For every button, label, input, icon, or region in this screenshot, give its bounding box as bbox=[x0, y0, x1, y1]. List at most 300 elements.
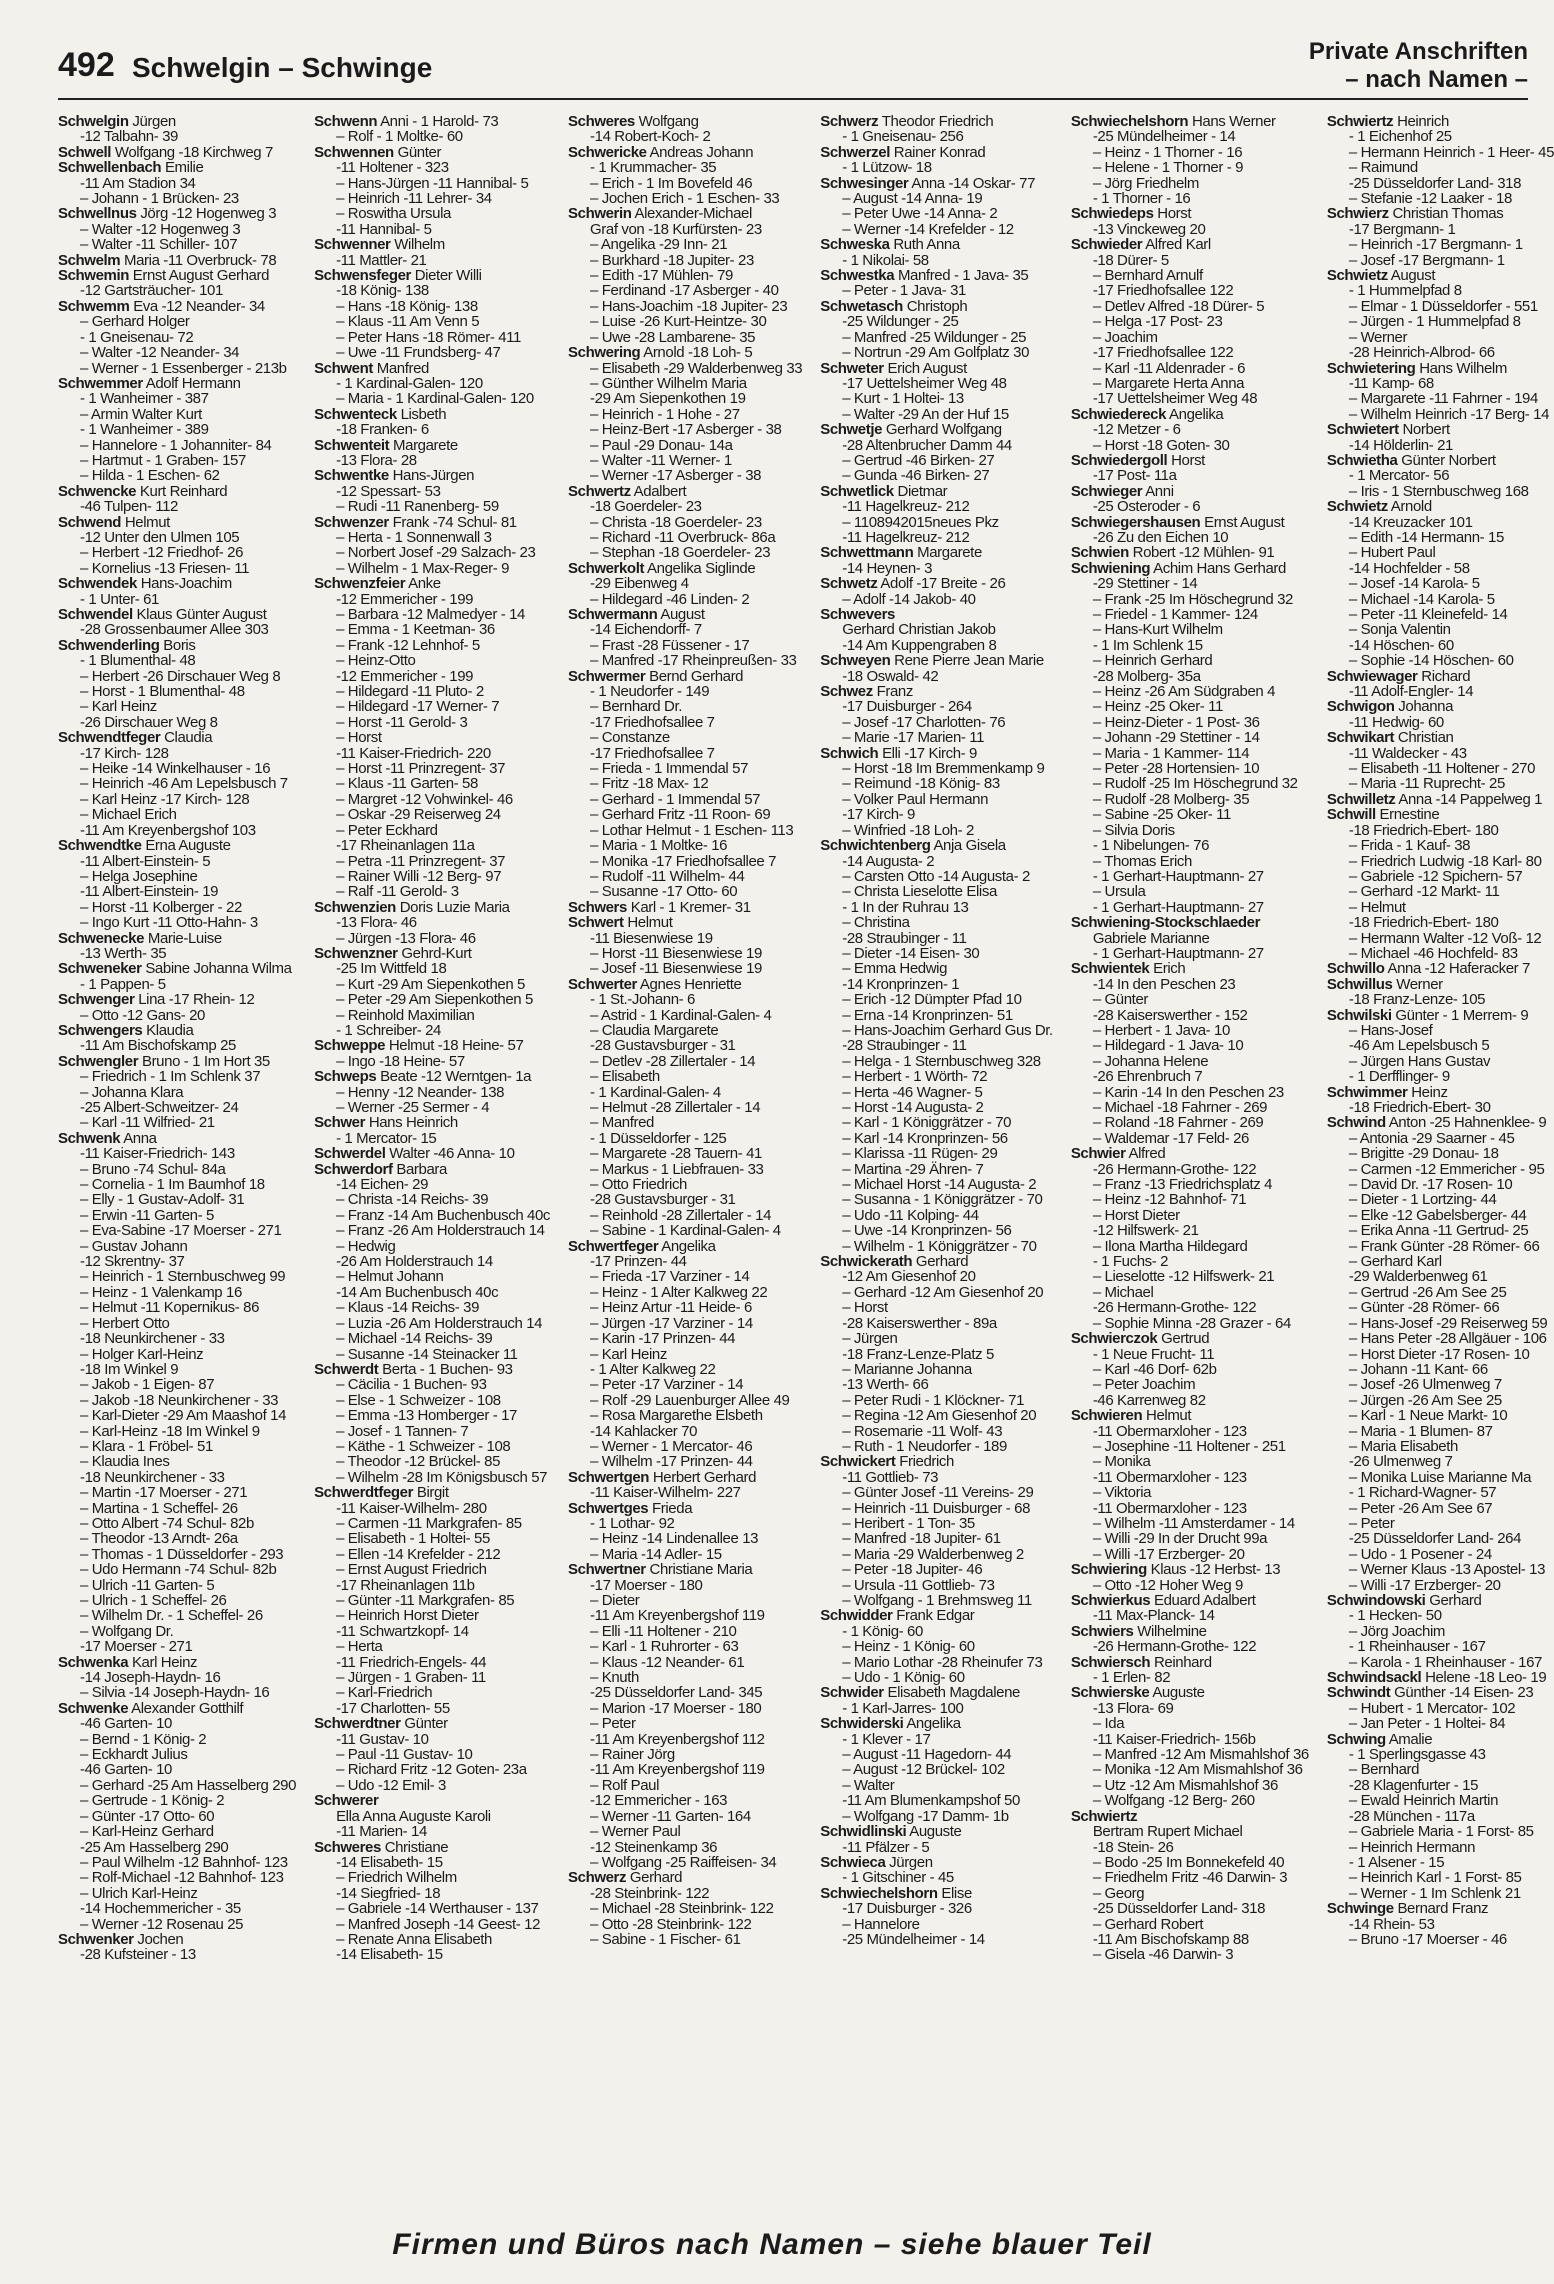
surname: Schwiening bbox=[1070, 559, 1151, 577]
surname: Schwerdtfeger bbox=[314, 1484, 414, 1502]
surname: Schwendtfeger bbox=[58, 729, 161, 747]
entry-line: – Udo -11 Kolping- 44 bbox=[842, 1206, 979, 1224]
entry-line: – Richard -11 Overbruck- 86a bbox=[590, 528, 776, 546]
entry-line: – Heinrich -17 Bergmann- 1 bbox=[1348, 236, 1523, 254]
surname: Schwenker bbox=[58, 1930, 134, 1948]
entry-line: – Maria -29 Walderbenweg 2 bbox=[842, 1545, 1024, 1563]
entry-line: -17 Kirch- 9 bbox=[842, 806, 915, 824]
entry-line: -12 Emmericher - 163 bbox=[590, 1792, 728, 1810]
entry-line: -11 Hagelkreuz- 212 bbox=[842, 498, 970, 516]
entry-line: – Friedrich Ludwig -18 Karl- 80 bbox=[1348, 852, 1542, 870]
entry-line: – Wilhelm Heinrich -17 Berg- 14 bbox=[1348, 405, 1550, 423]
entry-line: – Monika -12 Am Mismahlshof 36 bbox=[1092, 1761, 1303, 1779]
entry-details: Marie-Luise bbox=[147, 929, 222, 947]
entry-line: – Karl Heinz bbox=[80, 698, 157, 716]
entry-line: – Wilhelm -28 Im Königsbusch 57 bbox=[336, 1468, 548, 1486]
surname: Schwell bbox=[58, 143, 112, 161]
surname-entry bbox=[1327, 1115, 1554, 1130]
entry-line: – Heinrich - 1 Sternbuschweg 99 bbox=[80, 1268, 286, 1286]
entry-line: -11 Kaiser-Friedrich- 143 bbox=[80, 1145, 235, 1163]
entry-line: – Frank Günter -28 Römer- 66 bbox=[1348, 1237, 1540, 1255]
entry-line: – Horst bbox=[336, 729, 382, 747]
surname-entry bbox=[1327, 361, 1554, 376]
entry-line: – Otto -12 Hoher Weg 9 bbox=[1092, 1576, 1243, 1594]
entry-details: Angelika bbox=[1169, 405, 1224, 423]
entry-line: – Wolfgang - 1 Brehmsweg 11 bbox=[842, 1592, 1032, 1609]
entry-line: - 1 Nikolai- 58 bbox=[842, 251, 929, 269]
surname: Schwier bbox=[1070, 1145, 1126, 1163]
surname-entry bbox=[568, 669, 802, 684]
surname-entry bbox=[58, 1701, 296, 1716]
entry-line: – Margarete -28 Tauern- 41 bbox=[590, 1145, 762, 1163]
entry-line: – Elisabeth -29 Walderbenweg 33 bbox=[590, 359, 803, 377]
surname-entry bbox=[1327, 1593, 1554, 1608]
entry-details: Klaus Günter August bbox=[136, 606, 267, 623]
surname: Schwindt bbox=[1326, 1684, 1391, 1702]
entry-line: – Hildegard -11 Pluto- 2 bbox=[336, 683, 484, 701]
entry-details: Bernd Gerhard bbox=[649, 667, 744, 685]
surname-entry bbox=[1071, 1408, 1309, 1423]
entry-line: – Barbara -12 Malmedyer - 14 bbox=[336, 606, 525, 623]
entry-line: -11 Am Bischofskamp 88 bbox=[1092, 1930, 1249, 1948]
entry-line: -11 Hagelkreuz- 212 bbox=[842, 528, 970, 546]
entry-line: -17 Bergmann- 1 bbox=[1348, 220, 1456, 238]
entry-line: – Karl-Heinz -18 Im Winkel 9 bbox=[80, 1422, 260, 1440]
entry-line: – Horst -11 Kolberger - 22 bbox=[80, 898, 242, 916]
surname-entry bbox=[820, 484, 1053, 499]
entry-line: – Heinz -26 Am Südgraben 4 bbox=[1092, 683, 1276, 701]
entry-details: Alfred Karl bbox=[1145, 236, 1211, 254]
entry-line: – Elisabeth - 1 Holtei- 55 bbox=[336, 1530, 490, 1548]
entry-line: – Marianne Johanna bbox=[842, 1360, 972, 1378]
surname-entry bbox=[820, 684, 1053, 699]
surname: Schwendek bbox=[58, 575, 137, 593]
entry-line: -11 Kaiser-Wilhelm- 280 bbox=[336, 1499, 487, 1517]
entry-details: Helmut bbox=[627, 914, 673, 932]
surname-entry bbox=[1071, 515, 1309, 530]
entry-line: -11 Obermarxloher - 123 bbox=[1092, 1468, 1247, 1486]
entry-details: Erich bbox=[1153, 960, 1186, 978]
entry-line: – Karl - 1 Königgrätzer - 70 bbox=[842, 1114, 1012, 1132]
surname-entry bbox=[1327, 699, 1554, 714]
surname-entry bbox=[568, 114, 802, 129]
entry-line: - 1 Neudorfer - 149 bbox=[590, 683, 710, 701]
entry-line: – Peter -11 Kleinefeld- 14 bbox=[1348, 606, 1508, 623]
entry-line: – Carmen -11 Markgrafen- 85 bbox=[336, 1514, 522, 1532]
surname: Schwiedergoll bbox=[1070, 451, 1168, 469]
surname-entry bbox=[58, 931, 296, 946]
entry-line: – Rosa Margarethe Elsbeth bbox=[590, 1407, 763, 1425]
entry-line: – Heinz-Dieter - 1 Post- 36 bbox=[1092, 713, 1260, 731]
entry-line: - 1 Thorner - 16 bbox=[1092, 190, 1191, 208]
entry-line: -17 Duisburger - 264 bbox=[842, 698, 972, 716]
entry-line: - 1 Düsseldorfer - 125 bbox=[590, 1129, 727, 1147]
entry-line: -25 Am Hasselberg 290 bbox=[80, 1838, 229, 1856]
entry-details: Lisbeth bbox=[400, 405, 447, 423]
entry-line: - 1 Mercator- 56 bbox=[1348, 467, 1450, 485]
surname: Schwing bbox=[1326, 1730, 1386, 1748]
entry-line: – Hans-Kurt Wilhelm bbox=[1092, 621, 1223, 639]
surname: Schwerdtner bbox=[314, 1715, 401, 1733]
entry-line: – David Dr. -17 Rosen- 10 bbox=[1348, 1176, 1513, 1194]
entry-details: Alexander Gotthilf bbox=[131, 1699, 244, 1717]
surname-entry bbox=[820, 361, 1053, 376]
entry-line: – Antonia -29 Saarner - 45 bbox=[1348, 1129, 1515, 1147]
entry-line: – Christa -14 Reichs- 39 bbox=[336, 1191, 489, 1209]
entry-line: – Herbert - 1 Wörth- 72 bbox=[842, 1068, 988, 1086]
surname: Schwenteit bbox=[314, 436, 390, 454]
entry-line: - 1 Pappen- 5 bbox=[80, 975, 166, 993]
surname-entry bbox=[568, 561, 802, 576]
entry-line: - 1 Wanheimer - 389 bbox=[80, 421, 209, 439]
surname-entry bbox=[820, 1454, 1053, 1469]
entry-line: – Otto -28 Steinbrink- 122 bbox=[590, 1915, 752, 1933]
surname-entry bbox=[314, 946, 550, 961]
surname-entry bbox=[1071, 1685, 1309, 1700]
entry-line: – Waldemar -17 Feld- 26 bbox=[1092, 1129, 1249, 1147]
entry-line: – Thomas - 1 Düsseldorfer - 293 bbox=[80, 1545, 284, 1563]
directory-column-6 bbox=[1327, 114, 1554, 2209]
entry-line: - 1 Kardinal-Galen- 120 bbox=[336, 374, 483, 392]
entry-line: – Klarissa -11 Rügen- 29 bbox=[842, 1145, 998, 1163]
entry-line: – Klaus -14 Reichs- 39 bbox=[336, 1299, 480, 1317]
entry-line: – Ulrich Karl-Heinz bbox=[80, 1884, 198, 1902]
entry-details: Anna bbox=[123, 1129, 157, 1147]
entry-details: Dietmar bbox=[897, 482, 948, 500]
entry-line: – Manfred bbox=[590, 1114, 654, 1132]
entry-details: Gertrud bbox=[1161, 1330, 1210, 1348]
surname-entry bbox=[820, 746, 1053, 761]
entry-details: Sabine Johanna Wilma bbox=[145, 960, 292, 978]
surname: Schwermann bbox=[568, 606, 658, 623]
surname: Schwestka bbox=[820, 267, 895, 285]
surname-entry bbox=[820, 1716, 1053, 1731]
entry-line: – Georg bbox=[1092, 1884, 1145, 1902]
entry-line: -17 Post- 11a bbox=[1092, 467, 1177, 485]
entry-line: -25 Albert-Schweitzer- 24 bbox=[80, 1099, 239, 1116]
surname-entry bbox=[58, 961, 296, 976]
entry-line: – Mario Lothar -28 Rheinufer 73 bbox=[842, 1653, 1043, 1671]
entry-line: – Rolf Paul bbox=[590, 1776, 660, 1794]
entry-line: – Herbert - 1 Java- 10 bbox=[1092, 1021, 1230, 1039]
entry-line: – Josef -11 Biesenwiese 19 bbox=[590, 960, 762, 978]
surname: Schwiening-Stockschlaeder bbox=[1070, 914, 1261, 932]
entry-line: – Werner -14 Krefelder - 12 bbox=[842, 220, 1014, 238]
entry-details: Werner bbox=[1396, 975, 1443, 993]
entry-line: – Carmen -12 Emmericher - 95 bbox=[1348, 1160, 1545, 1178]
entry-line: – Renate Anna Elisabeth bbox=[336, 1930, 492, 1948]
entry-line: – Sabine -25 Oker- 11 bbox=[1092, 806, 1231, 824]
surname: Schwengers bbox=[58, 1021, 143, 1039]
entry-line: – Franz -13 Friedrichsplatz 4 bbox=[1092, 1176, 1273, 1194]
entry-line: – Otto Friedrich bbox=[590, 1176, 687, 1194]
entry-line: – Jürgen Hans Gustav bbox=[1348, 1052, 1491, 1070]
entry-line: – Werner - 1 Im Schlenk 21 bbox=[1348, 1884, 1521, 1902]
entry-line: - 1 Gneisenau- 256 bbox=[842, 128, 964, 146]
entry-line: – Maria - 1 Blumen- 87 bbox=[1348, 1422, 1493, 1440]
entry-details: Günter - 1 Merrem- 9 bbox=[1395, 1006, 1529, 1024]
entry-line: – Margarete Herta Anna bbox=[1092, 374, 1245, 392]
entry-details: Heinrich bbox=[1397, 113, 1449, 130]
entry-line: -26 Dirschauer Weg 8 bbox=[80, 713, 218, 731]
entry-line: – Josef -14 Karola- 5 bbox=[1348, 575, 1480, 593]
entry-line: – Martina - 1 Scheffel- 26 bbox=[80, 1499, 238, 1517]
entry-line: - 1 Blumenthal- 48 bbox=[80, 652, 196, 670]
entry-line: -25 Düsseldorfer Land- 318 bbox=[1092, 1900, 1266, 1918]
entry-line: -28 Straubinger - 11 bbox=[842, 929, 967, 947]
entry-line: – Dieter - 1 Lortzing- 44 bbox=[1348, 1191, 1497, 1209]
surname-entry bbox=[568, 484, 802, 499]
entry-line: – August -11 Hagedorn- 44 bbox=[842, 1746, 1012, 1764]
entry-line: – Constanze bbox=[590, 729, 670, 747]
entry-line: – Richard Fritz -12 Goten- 23a bbox=[336, 1761, 527, 1779]
entry-line: – Heinrich -11 Lehrer- 34 bbox=[336, 190, 492, 208]
entry-line: -14 Hochemmericher - 35 bbox=[80, 1900, 241, 1918]
entry-line: – Nortrun -29 Am Golfplatz 30 bbox=[842, 344, 1030, 362]
surname-entry bbox=[1327, 1670, 1554, 1685]
surname-entry bbox=[820, 838, 1053, 853]
surname-entry bbox=[314, 1115, 550, 1130]
entry-line: – Elmar - 1 Düsseldorfer - 551 bbox=[1348, 297, 1538, 315]
entry-line: - 1 Sperlingsgasse 43 bbox=[1348, 1746, 1486, 1764]
entry-line: -17 Uettelsheimer Weg 48 bbox=[1092, 390, 1258, 408]
entry-line: – Lothar Helmut - 1 Eschen- 113 bbox=[590, 821, 794, 839]
surname-entry bbox=[58, 1655, 296, 1670]
directory-column-3 bbox=[568, 114, 802, 2209]
directory-column-2 bbox=[314, 114, 550, 2209]
entry-line: - 1 Mercator- 15 bbox=[336, 1129, 437, 1147]
entry-line: -18 Neunkirchener - 33 bbox=[80, 1330, 225, 1348]
entry-line: – Herta - 1 Sonnenwall 3 bbox=[336, 528, 492, 546]
entry-line: – Otto -12 Gans- 20 bbox=[80, 1006, 205, 1024]
entry-details: Margarete bbox=[917, 544, 982, 562]
entry-line: – Herbert -26 Dirschauer Weg 8 bbox=[80, 667, 281, 685]
footer-note: Firmen und Büros nach Namen – siehe blauer Teil bbox=[392, 2228, 1152, 2261]
surname-entry bbox=[820, 237, 1053, 252]
entry-line: -11 Am Blumenkampshof 50 bbox=[842, 1792, 1020, 1810]
entry-line: – Jürgen -17 Varziner - 14 bbox=[590, 1314, 753, 1332]
surname: Schwettmann bbox=[820, 544, 914, 562]
entry-line: – Karl -14 Kronprinzen- 56 bbox=[842, 1129, 1008, 1147]
entry-line: – Josef -17 Charlotten- 76 bbox=[842, 713, 1006, 731]
surname-entry bbox=[58, 160, 296, 175]
entry-line: – Friedhelm Fritz -46 Darwin- 3 bbox=[1092, 1869, 1288, 1887]
entry-line: -11 Am Bischofskamp 25 bbox=[80, 1037, 236, 1055]
surname: Schwiechelshorn bbox=[820, 1884, 938, 1902]
entry-line: -12 Spessart- 53 bbox=[336, 482, 441, 500]
surname-entry bbox=[58, 253, 296, 268]
surname-entry bbox=[314, 407, 550, 422]
entry-line: – Regina -12 Am Giesenhof 20 bbox=[842, 1407, 1037, 1425]
entry-details: Eva -12 Neander- 34 bbox=[133, 297, 265, 315]
entry-line: – Burkhard -18 Jupiter- 23 bbox=[590, 251, 754, 269]
entry-line: – Monika bbox=[1092, 1453, 1151, 1471]
entry-details: Heinz bbox=[1411, 1083, 1448, 1101]
entry-line: – Theodor -12 Brückel- 85 bbox=[336, 1453, 501, 1471]
entry-line: – Ilona Martha Hildegard bbox=[1092, 1237, 1248, 1255]
entry-details: Gerhard bbox=[629, 1869, 683, 1887]
entry-line: – Josef -17 Bergmann- 1 bbox=[1348, 251, 1505, 269]
entry-line: – Raimund bbox=[1348, 159, 1418, 177]
entry-line: – Gisela -46 Darwin- 3 bbox=[1092, 1946, 1234, 1964]
entry-line: -25 Düsseldorfer Land- 345 bbox=[590, 1684, 763, 1702]
entry-line: – Manfred -12 Am Mismahlshof 36 bbox=[1092, 1746, 1309, 1764]
entry-line: – Hubert - 1 Mercator- 102 bbox=[1348, 1699, 1516, 1717]
entry-details: Hans-Joachim bbox=[140, 575, 232, 593]
entry-details: Walter -46 Anna- 10 bbox=[389, 1145, 515, 1163]
entry-line: – Carsten Otto -14 Augusta- 2 bbox=[842, 867, 1030, 885]
entry-line: – Werner - 1 Mercator- 46 bbox=[590, 1437, 753, 1455]
entry-details: Anke bbox=[408, 575, 441, 593]
entry-line: Graf von -18 Kurfürsten- 23 bbox=[590, 220, 762, 238]
entry-line: Bertram Rupert Michael bbox=[1092, 1823, 1243, 1841]
entry-details: Günter bbox=[397, 143, 442, 161]
surname: Schwill bbox=[1326, 806, 1376, 824]
entry-line: – Dieter -14 Eisen- 30 bbox=[842, 944, 980, 962]
entry-line: – Friedel - 1 Kammer- 124 bbox=[1092, 606, 1258, 623]
entry-line: – Helga - 1 Sternbuschweg 328 bbox=[842, 1052, 1041, 1070]
entry-line: – Oskar -29 Reiserweg 24 bbox=[336, 806, 501, 824]
entry-line: - 1 In der Ruhrau 13 bbox=[842, 898, 969, 916]
surname-entry bbox=[314, 268, 550, 283]
entry-line: – Gerhard Holger bbox=[80, 313, 190, 331]
entry-line: -11 Am Stadion 34 bbox=[80, 174, 196, 192]
entry-line: -17 Prinzen- 44 bbox=[590, 1253, 687, 1271]
entry-line: – Elisabeth bbox=[590, 1068, 660, 1086]
surname: Schwiersch bbox=[1070, 1653, 1151, 1671]
surname-entry bbox=[1071, 1809, 1309, 1824]
entry-line: – Rudolf -11 Wilhelm- 44 bbox=[590, 867, 745, 885]
entry-line: – Walter -11 Schiller- 107 bbox=[80, 236, 238, 254]
entry-details: Elisabeth Magdalene bbox=[887, 1684, 1020, 1702]
section-title-line-2: – nach Namen – bbox=[1345, 66, 1528, 93]
entry-details: Bernard Franz bbox=[1397, 1900, 1489, 1918]
entry-details: Birgit bbox=[416, 1484, 449, 1502]
entry-line: – Horst -11 Biesenwiese 19 bbox=[590, 944, 762, 962]
surname: Schweter bbox=[820, 359, 884, 377]
entry-line: – Maria -11 Ruprecht- 25 bbox=[1348, 775, 1505, 793]
entry-details: Angelika bbox=[661, 1237, 716, 1255]
surname: Schwich bbox=[820, 744, 879, 762]
entry-line: – Peter -28 Hortensien- 10 bbox=[1092, 760, 1260, 778]
entry-line: - 1 Unter- 61 bbox=[80, 590, 159, 608]
entry-details: Hans-Jürgen bbox=[392, 467, 475, 485]
entry-line: – Detlev Alfred -18 Dürer- 5 bbox=[1092, 297, 1265, 315]
entry-details: Dieter Willi bbox=[414, 267, 482, 285]
entry-line: -26 Zu den Eichen 10 bbox=[1092, 528, 1229, 546]
entry-line: – Dieter bbox=[590, 1592, 640, 1609]
entry-line: -11 Pfälzer - 5 bbox=[842, 1838, 930, 1856]
entry-line: -13 Flora- 28 bbox=[336, 451, 417, 469]
entry-line: – Franz -26 Am Holderstrauch 14 bbox=[336, 1222, 545, 1240]
entry-line: – Hildegard -46 Linden- 2 bbox=[590, 590, 750, 608]
entry-line: – Peter bbox=[1348, 1514, 1395, 1532]
entry-line: – Helmut bbox=[1348, 898, 1406, 916]
surname: Schwiertz bbox=[1070, 1807, 1138, 1825]
entry-line: – Rolf -29 Lauenburger Allee 49 bbox=[590, 1391, 790, 1409]
entry-line: – Hildegard - 1 Java- 10 bbox=[1092, 1037, 1244, 1055]
surname: Schwerzel bbox=[820, 143, 890, 161]
surname: Schwickerath bbox=[820, 1253, 913, 1271]
entry-line: -28 Straubinger - 11 bbox=[842, 1037, 967, 1055]
entry-details: Anton -25 Hahnenklee- 9 bbox=[1388, 1114, 1547, 1132]
entry-line: – Utz -12 Am Mismahlshof 36 bbox=[1092, 1776, 1278, 1794]
entry-line: – Hubert Paul bbox=[1348, 544, 1436, 562]
entry-line: -11 Gustav- 10 bbox=[336, 1730, 429, 1748]
surname: Schwenecke bbox=[58, 929, 145, 947]
surname-entry bbox=[314, 145, 550, 160]
entry-line: – Holger Karl-Heinz bbox=[80, 1345, 204, 1363]
entry-line: – Peter -29 Am Siepenkothen 5 bbox=[336, 991, 533, 1009]
entry-line: – Gerhard -12 Am Giesenhof 20 bbox=[842, 1283, 1044, 1301]
entry-details: Barbara bbox=[396, 1160, 447, 1178]
entry-line: – Jakob - 1 Eigen- 87 bbox=[80, 1376, 215, 1394]
entry-line: -28 Kufsteiner - 13 bbox=[80, 1946, 196, 1964]
entry-details: Gerhard bbox=[915, 1253, 969, 1271]
entry-line: – Karl - 1 Ruhrorter - 63 bbox=[590, 1638, 739, 1656]
entry-line: -13 Werth- 66 bbox=[842, 1376, 929, 1394]
entry-line: – Erika Anna -11 Gertrud- 25 bbox=[1348, 1222, 1529, 1240]
entry-line: -17 Friedhofsallee 122 bbox=[1092, 282, 1234, 300]
surname: Schwetasch bbox=[820, 297, 903, 315]
entry-line: – Günter -17 Otto- 60 bbox=[80, 1807, 215, 1825]
surname: Schwemin bbox=[58, 267, 129, 285]
surname: Schwiers bbox=[1070, 1622, 1134, 1640]
entry-line: – Heinz - 1 König- 60 bbox=[842, 1638, 975, 1656]
entry-details: Norbert bbox=[1402, 421, 1450, 439]
surname: Schwers bbox=[568, 898, 627, 916]
entry-details: Angelika bbox=[906, 1715, 961, 1733]
entry-details: Anja Gisela bbox=[933, 837, 1006, 855]
entry-line: -18 Franz-Lenze- 105 bbox=[1348, 991, 1486, 1009]
entry-line: – Paul -11 Gustav- 10 bbox=[336, 1746, 473, 1764]
entry-line: – Hannelore - 1 Johanniter- 84 bbox=[80, 436, 272, 454]
entry-line: -25 Düsseldorfer Land- 264 bbox=[1348, 1530, 1522, 1548]
surname-entry bbox=[314, 1069, 550, 1084]
entry-details: Bruno - 1 Im Hort 35 bbox=[141, 1052, 270, 1070]
entry-details: Frank -74 Schul- 81 bbox=[392, 513, 517, 531]
entry-line: – Gunda -46 Birken- 27 bbox=[842, 467, 990, 485]
entry-line: – Horst -18 Goten- 30 bbox=[1092, 436, 1230, 454]
entry-line: – Michael Erich bbox=[80, 806, 177, 824]
entry-line: – Peter Joachim bbox=[1092, 1376, 1196, 1394]
entry-line: – Gerhard Fritz -11 Roon- 69 bbox=[590, 806, 771, 824]
entry-details: Ernst August Gerhard bbox=[132, 267, 270, 285]
surname: Schwientek bbox=[1070, 960, 1150, 978]
entry-line: – Luzia -26 Am Holderstrauch 14 bbox=[336, 1314, 543, 1332]
entry-line: -11 Obermarxloher - 123 bbox=[1092, 1422, 1247, 1440]
entry-details: Karl - 1 Kremer- 31 bbox=[630, 898, 751, 916]
entry-line: – Manfred -17 Rheinpreußen- 33 bbox=[590, 652, 797, 670]
entry-line: – Jürgen bbox=[842, 1330, 898, 1348]
entry-line: – Willi -17 Erzberger- 20 bbox=[1348, 1576, 1501, 1594]
entry-line: – Bernhard bbox=[1348, 1761, 1420, 1779]
entry-line: – Werner -17 Asberger - 38 bbox=[590, 467, 762, 485]
surname-entry bbox=[820, 299, 1053, 314]
entry-line: – Karl -46 Dorf- 62b bbox=[1092, 1360, 1217, 1378]
entry-line: – Margarete -11 Fahrner - 194 bbox=[1348, 390, 1538, 408]
entry-line: -28 Kaiserswerther - 89a bbox=[842, 1314, 997, 1332]
entry-details: Horst bbox=[1157, 205, 1192, 223]
entry-line: – Heinz -14 Lindenallee 13 bbox=[590, 1530, 759, 1548]
entry-line: – Peter - 1 Java- 31 bbox=[842, 282, 966, 300]
entry-line: -26 Hermann-Grothe- 122 bbox=[1092, 1299, 1257, 1317]
entry-details: Auguste bbox=[1152, 1684, 1205, 1702]
entry-line: – Frieda -17 Varziner - 14 bbox=[590, 1268, 750, 1286]
entry-line: – Wolfgang Dr. bbox=[80, 1622, 174, 1640]
surname-entry bbox=[820, 1855, 1053, 1870]
entry-line: – Paul Wilhelm -12 Bahnhof- 123 bbox=[80, 1853, 288, 1871]
